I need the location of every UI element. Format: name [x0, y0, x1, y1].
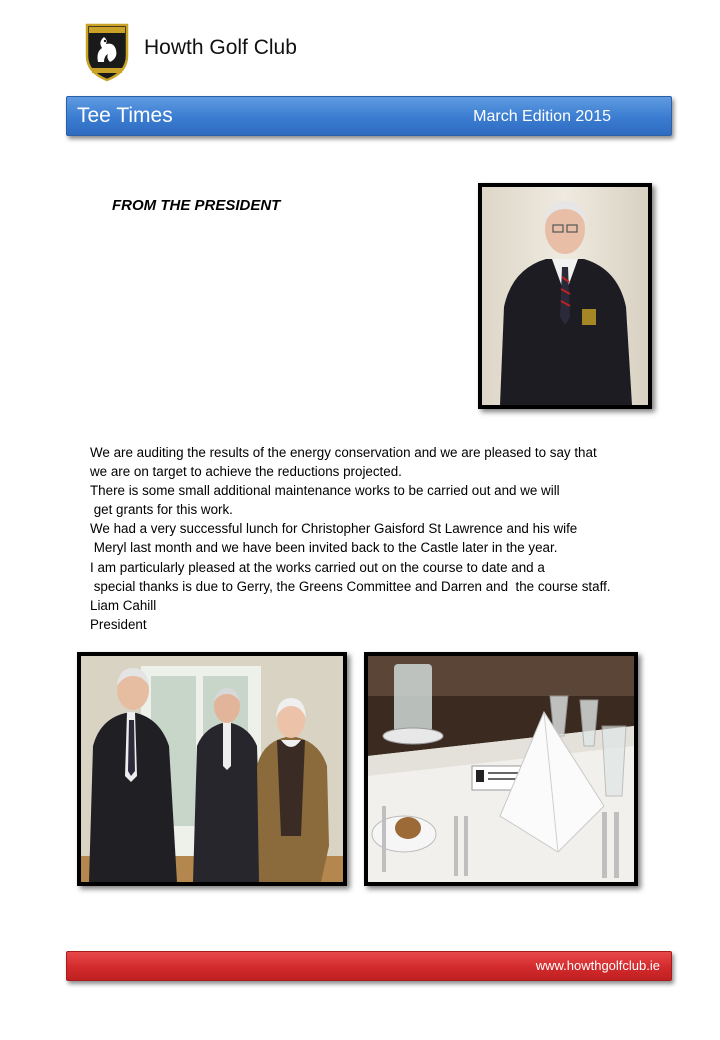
- newsletter-header-bar: [66, 96, 672, 136]
- table-setting-photo: [364, 652, 638, 886]
- message-line: get grants for this work.: [90, 502, 233, 518]
- signature-name: Liam Cahill: [90, 597, 157, 613]
- message-line: I am particularly pleased at the works carried out on the course to date and a: [90, 559, 545, 575]
- message-line: There is some small additional maintenance works to be carried out and we will: [90, 483, 560, 499]
- footer-bar: [66, 951, 672, 981]
- message-line: We had a very successful lunch for Christopher Gaisford St Lawrence and his wife: [90, 521, 578, 537]
- president-portrait-photo: [478, 183, 652, 409]
- edition-label: March Edition 2015: [473, 108, 611, 125]
- message-line: We are auditing the results of the energy conservation and we are pleased to say that: [90, 445, 597, 460]
- club-crest-logo: [84, 22, 130, 82]
- group-photo: [77, 652, 347, 886]
- message-line: special thanks is due to Gerry, the Greens Committee and Darren and the course staff.: [90, 578, 611, 594]
- website-link[interactable]: www.howthgolfclub.ie: [535, 958, 660, 973]
- newsletter-title: Tee Times: [77, 104, 173, 127]
- message-line: we are on target to achieve the reductions projected.: [90, 464, 402, 480]
- section-heading: FROM THE PRESIDENT: [112, 197, 281, 214]
- club-name: Howth Golf Club: [144, 36, 297, 59]
- message-line: Meryl last month and we have been invited back to the Castle later in the year.: [90, 540, 558, 556]
- signature-title: President: [90, 616, 147, 632]
- president-message: [90, 443, 690, 634]
